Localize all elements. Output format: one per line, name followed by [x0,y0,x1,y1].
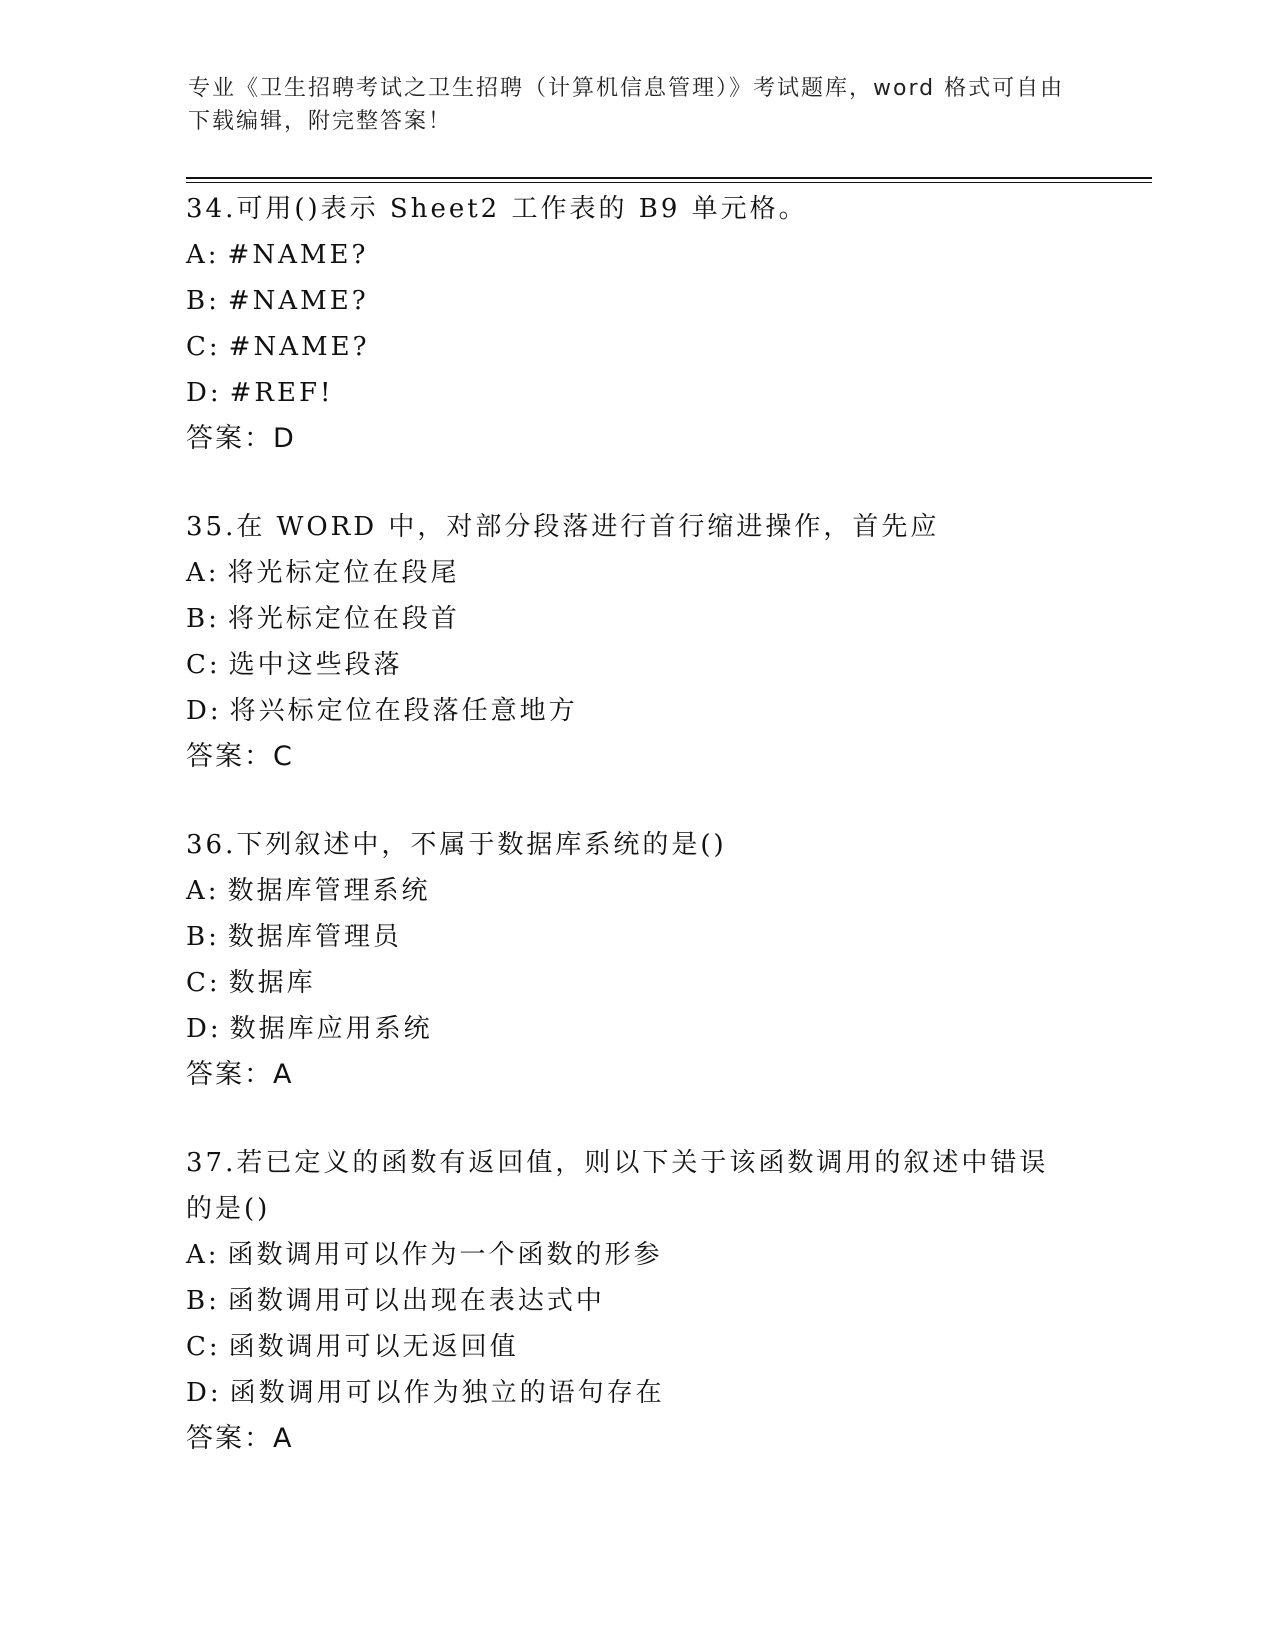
option-letter: D: [186,1014,222,1044]
option-a [186,232,1086,278]
option-c [186,960,1086,1006]
option-letter: D: [186,696,222,726]
question-37 [186,1140,1086,1462]
option-text: 将光标定位在段尾 [227,558,460,588]
option-d [186,688,1086,734]
option-letter: D: [186,1378,222,1408]
option-letter: B: [186,922,220,952]
option-text: 数据库 [228,968,316,998]
answer-line: 答案：A [186,1423,294,1454]
option-text: 将光标定位在段首 [227,604,460,634]
question-35 [186,504,1086,780]
option-text: #REF! [229,378,334,408]
option-text: 将兴标定位在段落任意地方 [229,696,578,726]
option-letter: A: [186,558,220,588]
header-divider-thin [186,182,1152,183]
option-text: 数据库应用系统 [229,1014,433,1044]
option-b [186,914,1086,960]
option-letter: B: [186,604,220,634]
option-text: 函数调用可以作为一个函数的形参 [227,1240,663,1270]
option-c [186,324,1086,370]
option-a [186,868,1086,914]
option-text: 函数调用可以出现在表达式中 [227,1286,605,1316]
question-stem: 36.下列叙述中，不属于数据库系统的是() [186,830,727,860]
option-text: 函数调用可以无返回值 [228,1332,519,1362]
option-letter: C: [186,650,221,680]
option-text: #NAME? [228,332,370,362]
option-letter: C: [186,1332,221,1362]
option-letter: A: [186,240,220,270]
question-36 [186,822,1086,1098]
option-letter: B: [186,286,220,316]
option-letter: C: [186,332,221,362]
question-stem: 34.可用()表示 Sheet2 工作表的 B9 单元格。 [186,194,808,224]
option-text: #NAME? [227,240,369,270]
option-b [186,1278,1086,1324]
question-34 [186,186,1086,462]
answer-line: 答案：C [186,741,294,772]
answer-line: 答案：A [186,1059,294,1090]
option-text: #NAME? [227,286,369,316]
option-letter: C: [186,968,221,998]
header-divider-thick [186,177,1152,179]
option-b [186,596,1086,642]
option-letter: D: [186,378,222,408]
option-b [186,278,1086,324]
option-d [186,1006,1086,1052]
option-d [186,370,1086,416]
option-a [186,550,1086,596]
option-letter: A: [186,1240,220,1270]
option-text: 选中这些段落 [228,650,403,680]
option-c [186,642,1086,688]
question-stem: 37.若已定义的函数有返回值，则以下关于该函数调用的叙述中错误的是() [186,1148,1049,1224]
answer-line: 答案：D [186,423,296,454]
option-c [186,1324,1086,1370]
option-letter: A: [186,876,220,906]
option-a [186,1232,1086,1278]
option-d [186,1370,1086,1416]
option-text: 数据库管理系统 [227,876,431,906]
option-text: 数据库管理员 [227,922,402,952]
option-text: 函数调用可以作为独立的语句存在 [229,1378,665,1408]
option-letter: B: [186,1286,220,1316]
intro-paragraph: 专业《卫生招聘考试之卫生招聘（计算机信息管理）》考试题库，word 格式可自由下载编辑，附完整答案！ [188,76,1065,134]
question-stem: 35.在 WORD 中，对部分段落进行首行缩进操作，首先应 [186,512,940,542]
